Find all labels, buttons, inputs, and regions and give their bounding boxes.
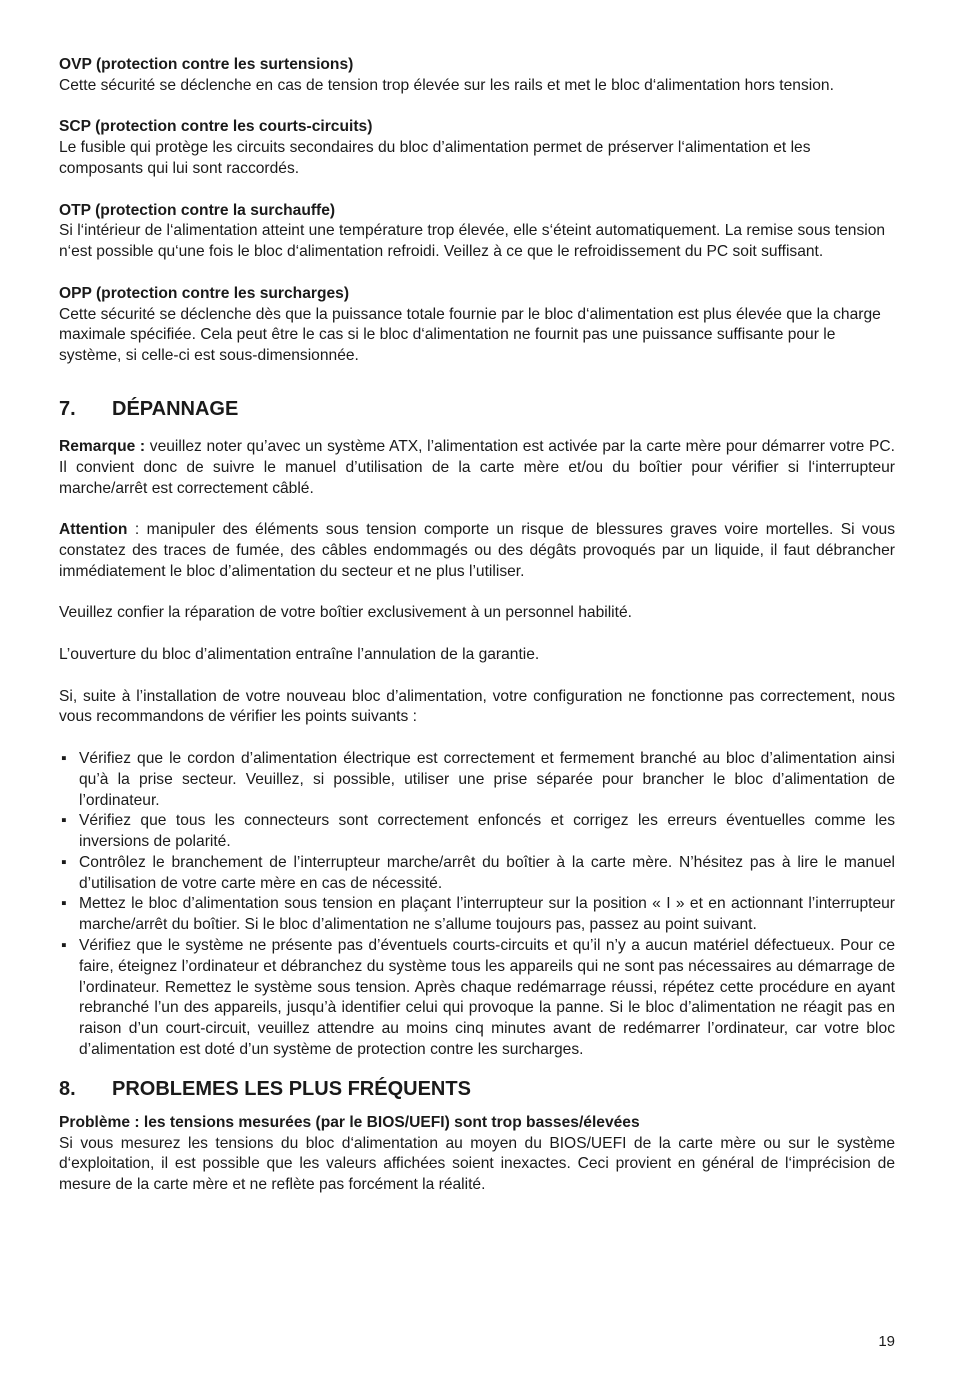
attention-text: : manipuler des éléments sous tension comporte un risque de blessures graves voire mortelles. Si vous constatez des traces de fumée, des câbles endommagés ou des dégâts provoqués par un liquide, il faut débrancher immédiatement le bloc d’alimentation du secteur et ne plus l’utiliser. <box>59 521 895 580</box>
problem-title: Problème : les tensions mesurées (par le BIOS/UEFI) sont trop basses/élevées <box>59 1113 640 1131</box>
scp-block <box>59 117 895 179</box>
list-item-text: Contrôlez le branchement de l’interrupteur marche/arrêt du boîtier à la carte mère. N’hésitez pas à lire le manuel d’utilisation de votre carte mère en cas de nécessité. <box>79 853 895 892</box>
remarque-paragraph <box>59 437 895 499</box>
ovp-title: OVP (protection contre les surtensions) <box>59 56 354 73</box>
page-number: 19 <box>878 1333 895 1350</box>
ovp-block <box>59 55 895 97</box>
opp-title: OPP (protection contre les surcharges) <box>59 284 350 302</box>
section-7-heading <box>59 397 895 421</box>
list-item-text: Mettez le bloc d’alimentation sous tension en plaçant l’interrupteur sur la position « I » et en actionnant l’interrupteur marche/arrêt du boîtier. Si le bloc d’alimentation ne s’allume toujours pas, passez au point suivant. <box>79 895 895 934</box>
list-item-text: Vérifiez que le système ne présente pas d’éventuels courts-circuits et qu’il n’y a aucun matériel défectueux. Pour ce faire, éteignez l’ordinateur et débranchez du système tous les appareils qui ne sont pas nécessaires au démarrage de l’ordinateur. Remettez le système sous tension. Après chaque redémarrage réussi, répétez cette procédure en ayant rebranché l’un des appareils, jusqu’à identifier celui qui provoque la panne. Si le bloc d’alimentation ne réagit pas en raison d’un court-circuit, veuillez attendre au moins cinq minutes avant de redémarrer l’ordinateur, car votre bloc d’alimentation est doté d’un système de protection contre les surcharges. <box>79 937 895 1059</box>
list-item <box>59 811 895 853</box>
otp-title: OTP (protection contre la surchauffe) <box>59 201 336 219</box>
attention-paragraph <box>59 520 895 582</box>
list-item <box>59 749 895 811</box>
list-item <box>59 853 895 895</box>
checklist <box>59 749 895 1061</box>
scp-text: Le fusible qui protège les circuits secondaires du bloc d’alimentation permet de préserver l‘alimentation et les composants qui lui sont raccordés. <box>59 139 811 177</box>
bullet-icon: ▪ <box>61 853 67 871</box>
opp-block <box>59 284 895 367</box>
list-item <box>59 936 895 1061</box>
page-content <box>59 55 895 1196</box>
bullet-icon: ▪ <box>61 937 67 955</box>
bullet-icon: ▪ <box>61 812 67 830</box>
section-8-number: 8. <box>59 1077 76 1100</box>
warranty-paragraph: L’ouverture du bloc d’alimentation entraîne l’annulation de la garantie. <box>59 645 540 663</box>
otp-block <box>59 201 895 263</box>
section-8-title: PROBLEMES LES PLUS FRÉQUENTS <box>112 1077 471 1100</box>
bullet-icon: ▪ <box>61 895 67 913</box>
problem-text: Si vous mesurez les tensions du bloc d‘alimentation au moyen du BIOS/UEFI de la carte mère ou sur le système d‘exploitation, il est possible que les valeurs affichées soient inexactes. Ceci provient en général de l‘imprécision de mesure de la carte mère et ne reflète pas forcément la réalité. <box>59 1134 895 1194</box>
section-7-number: 7. <box>59 397 76 420</box>
otp-text: Si l‘intérieur de l‘alimentation atteint une température trop élevée, elle s‘éteint automatiquement. La remise sous tension n‘est possible qu‘une fois le bloc d‘alimentation refroidi. Veillez à ce que le refroidissement du PC soit suffisant. <box>59 222 886 261</box>
list-item <box>59 894 895 936</box>
intro-paragraph: Si, suite à l’installation de votre nouveau bloc d’alimentation, votre configuration ne fonctionne pas correctement, nous vous recommandons de vérifier les points suivants : <box>59 687 895 726</box>
section-8-heading <box>59 1077 895 1101</box>
remarque-text: veuillez noter qu’avec un système ATX, l’alimentation est activée par la carte mère pour démarrer votre PC. Il convient donc de suivre le manuel d’utilisation de la carte mère et/ou du boîtier pour vérifier si l‘interrupteur marche/arrêt est correctement câblé. <box>59 437 895 497</box>
attention-label: Attention <box>59 521 128 539</box>
ovp-text: Cette sécurité se déclenche en cas de tension trop élevée sur les rails et met le bloc d‘alimentation hors tension. <box>59 76 834 94</box>
scp-title: SCP (protection contre les courts-circuits) <box>59 118 373 136</box>
section-7-title: DÉPANNAGE <box>112 397 239 420</box>
list-item-text: Vérifiez que tous les connecteurs sont correctement enfoncés et corrigez les erreurs éventuelles comme les inversions de polarité. <box>79 812 895 851</box>
list-item-text: Vérifiez que le cordon d’alimentation électrique est correctement et fermement branché au bloc d’alimentation ainsi qu’à la prise secteur. Veuillez, si possible, utiliser une prise séparée pour brancher le bloc d’alimentation de l’ordinateur. <box>79 749 895 809</box>
bullet-icon: ▪ <box>61 749 67 767</box>
remarque-label: Remarque : <box>59 437 146 455</box>
repair-paragraph: Veuillez confier la réparation de votre boîtier exclusivement à un personnel habilité. <box>59 604 632 622</box>
problem-block <box>59 1113 895 1196</box>
opp-text: Cette sécurité se déclenche dès que la puissance totale fournie par le bloc d‘alimentation est plus élevée que la charge maximale spécifiée. Cela peut être le cas si le bloc d‘alimentation ne fournit pas une puissance suffisante pour le système, si celle-ci est sous-dimensionnée. <box>59 305 881 365</box>
